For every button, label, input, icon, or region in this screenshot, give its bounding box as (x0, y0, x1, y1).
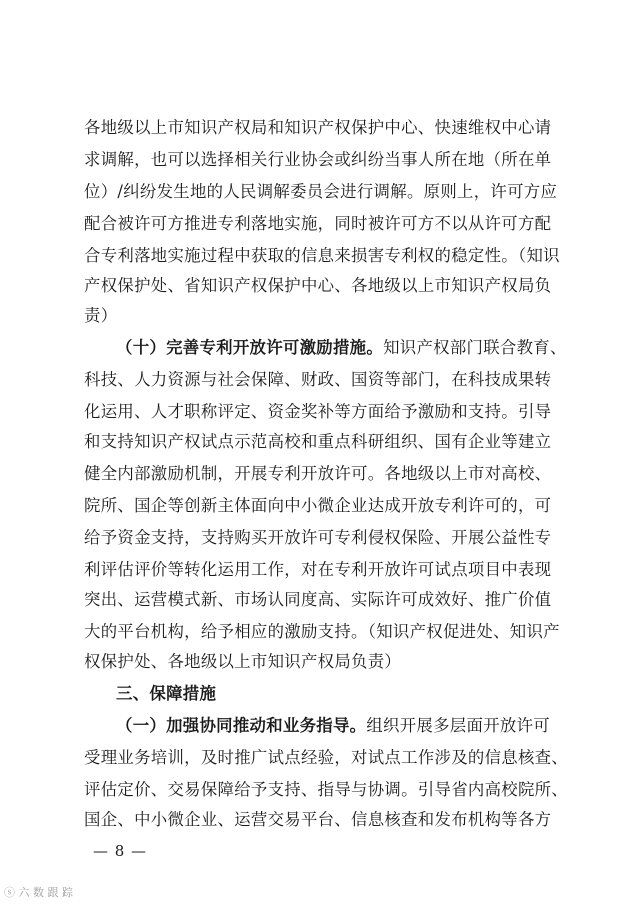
paragraph-line: 各地级以上市知识产权局和知识产权保护中心、快速维权中心请 (84, 118, 552, 137)
section-3-1-text: 组织开展多层面开放许可 (366, 716, 550, 735)
paragraph-lead-line (116, 716, 550, 736)
watermark (4, 884, 73, 900)
paragraph-line: 健全内部激励机制，开展专利开放许可。各地级以上市对高校、 (84, 464, 552, 483)
paragraph-line: 求调解，也可以选择相关行业协会或纠纷当事人所在地（所在单 (84, 150, 552, 169)
paragraph-line: 和支持知识产权试点示范高校和重点科研组织、国有企业等建立 (84, 432, 552, 451)
section-3-heading: 三、保障措施 (116, 684, 217, 703)
paragraph-line: 科技、人力资源与社会保障、财政、国资等部门，在科技成果转 (84, 370, 552, 389)
watermark-icon: ⓢ (4, 886, 15, 899)
section-3-1-heading: （一）加强协同推动和业务指导。 (116, 716, 367, 735)
paragraph-line: 责） (84, 306, 118, 325)
paragraph-line: 评估定价、交易保障给予支持、指导与协调。引导省内高校院所、 (84, 780, 569, 799)
paragraph-line: 国企、中小微企业、运营交易平台、信息核查和发布机构等各方 (84, 810, 552, 829)
page-number: — 8 — (92, 842, 148, 860)
paragraph-line: 权保护处、各地级以上市知识产权局负责） (84, 652, 402, 671)
paragraph-lead-line (116, 338, 567, 358)
paragraph-line: 配合被许可方推进专利落地实施，同时被许可方不以从许可方配 (84, 214, 552, 233)
paragraph-line: 大的平台机构，给予相应的激励支持。（知识产权促进处、知识产 (84, 622, 560, 641)
paragraph-line: 受理业务培训，及时推广试点经验，对试点工作涉及的信息核查、 (84, 748, 569, 767)
section-10-heading: （十）完善专利开放许可激励措施。 (116, 338, 384, 357)
paragraph-line: 合专利落地实施过程中获取的信息来损害专利权的稳定性。（知识 (84, 246, 560, 265)
paragraph-line: 产权保护处、省知识产权保护中心、各地级以上市知识产权局负 (84, 276, 552, 295)
section-10-text: 知识产权部门联合教育、 (383, 338, 567, 357)
paragraph-line: 化运用、人才职称评定、资金奖补等方面给予激励和支持。引导 (84, 402, 552, 421)
paragraph-line: 给予资金支持，支持购买开放许可专利侵权保险、开展公益性专 (84, 528, 552, 547)
paragraph-line: 突出、运营模式新、市场认同度高、实际许可成效好、推广价值 (84, 590, 552, 609)
paragraph-line: 利评估评价等转化运用工作，对在专利开放许可试点项目中表现 (84, 560, 552, 579)
watermark-text: 六 数 跟 踪 (18, 886, 73, 899)
paragraph-line: 院所、国企等创新主体面向中小微企业达成开放专利许可的，可 (84, 496, 552, 515)
paragraph-line: 位）/纠纷发生地的人民调解委员会进行调解。原则上，许可方应 (84, 182, 558, 201)
